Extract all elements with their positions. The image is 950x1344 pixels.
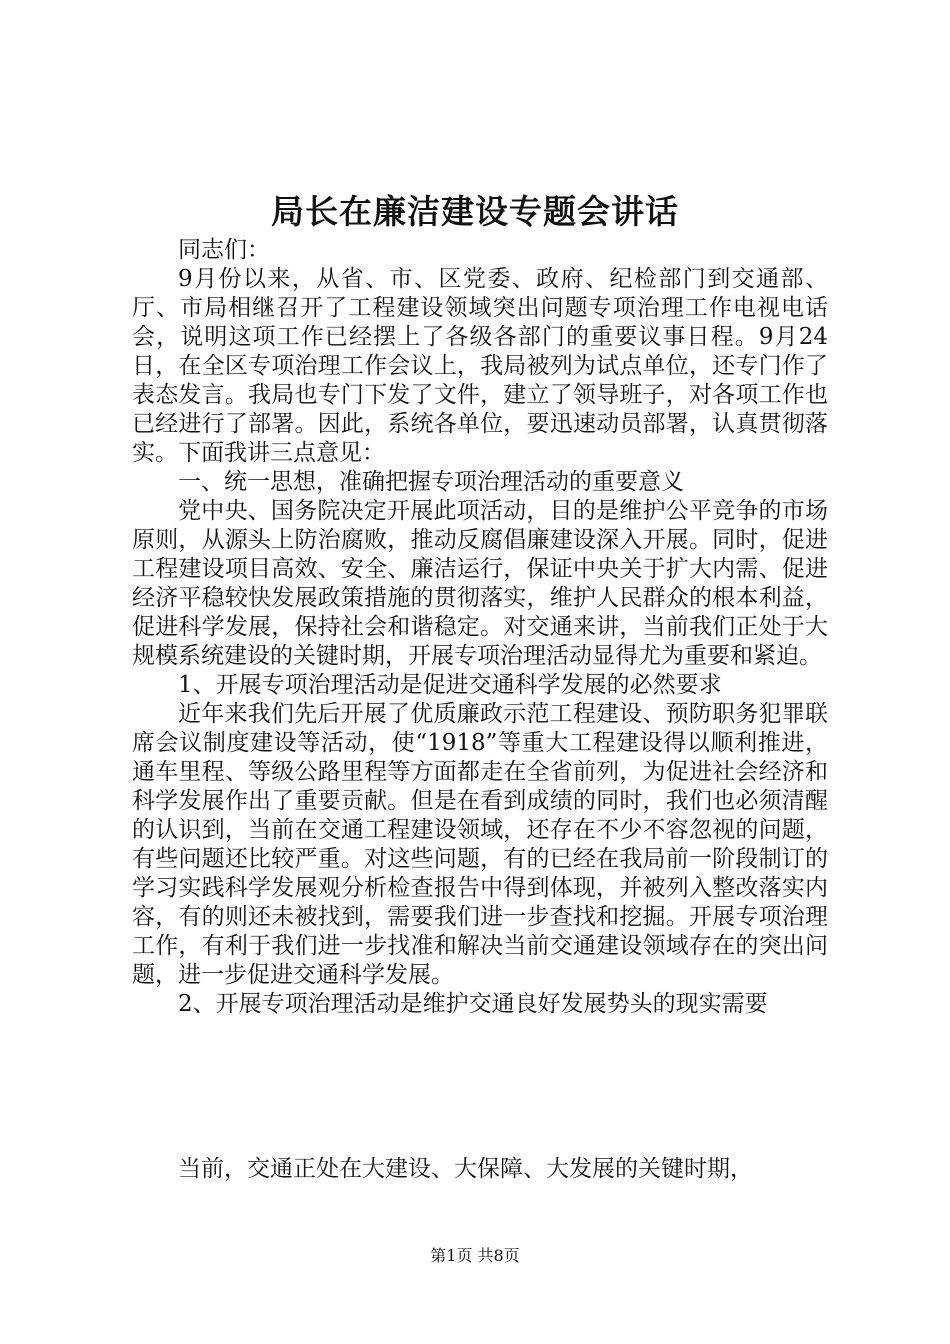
document-body-continued: [132, 1155, 828, 1184]
paragraph-progress: 近年来我们先后开展了优质廉政示范工程建设、预防职务犯罪联席会议制度建设等活动，使“1918”等重大工程建设得以顺利推进，通车里程、等级公路里程等方面都走在全省前列，为促进社会经济和科学发展作出了重要贡献。但是在看到成绩的同时，我们也必须清醒的认识到，当前在交通工程建设领域，还存在不少不容忽视的问题，有些问题还比较严重。对这些问题，有的已经在我局前一阶段制订的学习实践科学发展观分析检查报告中得到体现，并被列入整改落实内容，有的则还未被找到，需要我们进一步查找和挖掘。开展专项治理工作，有利于我们进一步找准和解决当前交通建设领域存在的突出问题，进一步促进交通科学发展。: [132, 701, 828, 988]
subheading-1: 1、开展专项治理活动是促进交通科学发展的必然要求: [178, 672, 722, 698]
paragraph-current: 当前，交通正处在大建设、大保障、大发展的关键时期，: [178, 1156, 753, 1182]
page-footer: 第1页 共8页: [430, 1246, 520, 1265]
document-body: [132, 236, 828, 1019]
paragraph-intro: 9月份以来，从省、市、区党委、政府、纪检部门到交通部、厅、市局相继召开了工程建设领域突出问题专项治理工作电视电话会，说明这项工作已经摆上了各级各部门的重要议事日程。9月24日，在全区专项治理工作会议上，我局被列为试点单位，还专门作了表态发言。我局也专门下发了文件，建立了领导班子，对各项工作也已经进行了部署。因此，系统各单位，要迅速动员部署，认真贯彻落实。下面我讲三点意见：: [132, 266, 828, 466]
subheading-2: 2、开展专项治理活动是维护交通良好发展势头的现实需要: [178, 991, 768, 1017]
salutation: 同志们：: [178, 237, 270, 263]
document-title: 局长在廉洁建设专题会讲话: [271, 192, 679, 231]
section-heading-1: 一、统一思想，准确把握专项治理活动的重要意义: [178, 469, 684, 495]
paragraph-significance: 党中央、国务院决定开展此项活动，目的是维护公平竞争的市场原则，从源头上防治腐败，推动反腐倡廉建设深入开展。同时，促进工程建设项目高效、安全、廉洁运行，保证中央关于扩大内需、促进经济平稳较快发展政策措施的贯彻落实，维护人民群众的根本利益，促进科学发展，保持社会和谐稳定。对交通来讲，当前我们正处于大规模系统建设的关键时期，开展专项治理活动显得尤为重要和紧迫。: [132, 498, 828, 669]
